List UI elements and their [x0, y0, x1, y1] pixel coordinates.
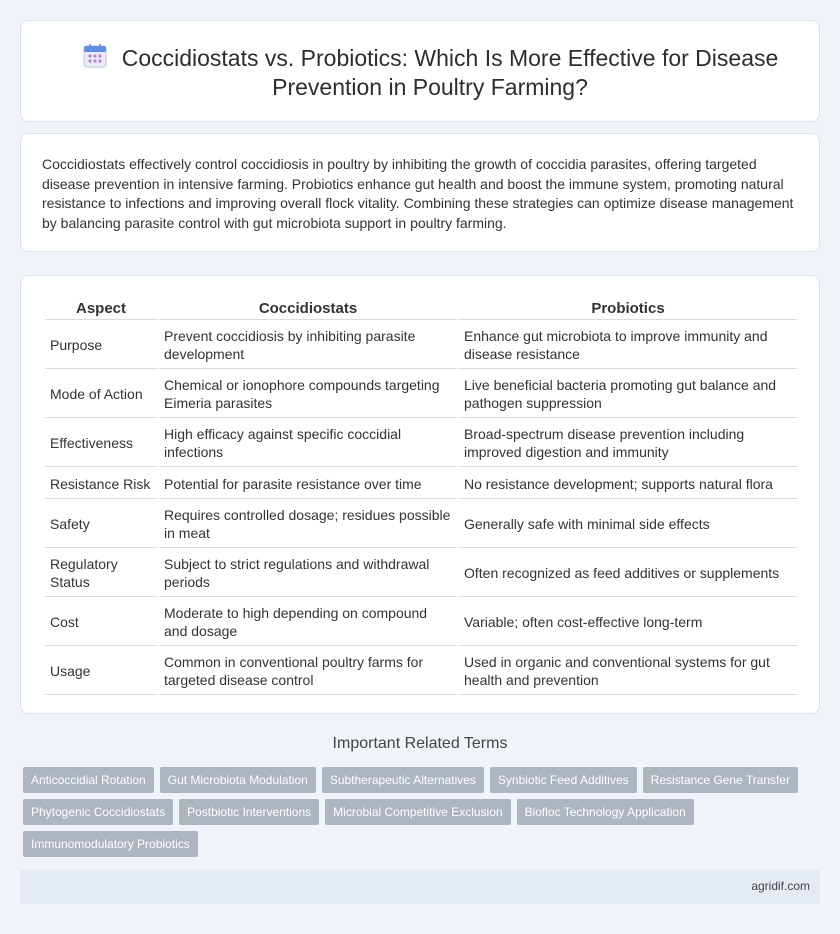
related-term-tag[interactable]: Subtherapeutic Alternatives — [322, 767, 484, 793]
row-coccidiostats: Subject to strict regulations and withdrawal periods — [159, 550, 457, 597]
table-header-row — [45, 298, 797, 320]
row-aspect: Purpose — [45, 322, 157, 369]
table-row — [45, 501, 797, 548]
row-probiotics: Enhance gut microbiota to improve immunity and disease resistance — [459, 322, 797, 369]
row-probiotics: Often recognized as feed additives or supplements — [459, 550, 797, 597]
header-coccidiostats: Coccidiostats — [159, 298, 457, 320]
related-term-tag[interactable]: Immunomodulatory Probiotics — [23, 831, 198, 857]
footer-site-link[interactable]: agridif.com — [751, 879, 810, 893]
table-row — [45, 322, 797, 369]
row-aspect: Effectiveness — [45, 420, 157, 467]
row-aspect: Resistance Risk — [45, 469, 157, 499]
row-probiotics: Live beneficial bacteria promoting gut balance and pathogen suppression — [459, 371, 797, 418]
row-coccidiostats: High efficacy against specific coccidial infections — [159, 420, 457, 467]
table-row — [45, 599, 797, 646]
table-row — [45, 469, 797, 499]
related-terms-heading: Important Related Terms — [332, 735, 508, 752]
row-probiotics: Generally safe with minimal side effects — [459, 501, 797, 548]
row-coccidiostats: Requires controlled dosage; residues possible in meat — [159, 501, 457, 548]
comparison-table-card — [20, 275, 820, 714]
related-term-tag[interactable]: Microbial Competitive Exclusion — [325, 799, 510, 825]
row-aspect: Safety — [45, 501, 157, 548]
row-probiotics: No resistance development; supports natural flora — [459, 469, 797, 499]
row-aspect: Regulatory Status — [45, 550, 157, 597]
summary-card — [20, 133, 820, 252]
header-card — [20, 20, 820, 122]
related-term-tag[interactable]: Anticoccidial Rotation — [23, 767, 154, 793]
row-aspect: Mode of Action — [45, 371, 157, 418]
table-row — [45, 648, 797, 695]
row-probiotics: Used in organic and conventional systems for gut health and prevention — [459, 648, 797, 695]
row-aspect: Usage — [45, 648, 157, 695]
related-term-tag[interactable]: Biofloc Technology Application — [517, 799, 694, 825]
related-term-tag[interactable]: Postbiotic Interventions — [179, 799, 319, 825]
footer — [20, 870, 820, 904]
table-row — [45, 550, 797, 597]
related-term-tag[interactable]: Resistance Gene Transfer — [643, 767, 798, 793]
row-coccidiostats: Moderate to high depending on compound and dosage — [159, 599, 457, 646]
calendar-icon — [82, 43, 108, 69]
related-term-tag[interactable]: Gut Microbiota Modulation — [160, 767, 316, 793]
summary-text: Coccidiostats effectively control coccidiosis in poultry by inhibiting the growth of coccidia parasites, offering targeted disease prevention in intensive farming. Probiotics enhance gut health and boost the immune system, promoting natural resistance to infections and improving overall flock vitality. Combining these strategies can optimize disease management by balancing parasite control with gut microbiota support in poultry farming. — [42, 156, 794, 231]
header-probiotics: Probiotics — [459, 298, 797, 320]
comparison-table — [43, 296, 799, 697]
page-title-wrap — [61, 43, 799, 102]
row-aspect: Cost — [45, 599, 157, 646]
table-row — [45, 420, 797, 467]
row-probiotics: Broad-spectrum disease prevention including improved digestion and immunity — [459, 420, 797, 467]
row-probiotics: Variable; often cost-effective long-term — [459, 599, 797, 646]
row-coccidiostats: Potential for parasite resistance over time — [159, 469, 457, 499]
header-aspect: Aspect — [45, 298, 157, 320]
page-title: Coccidiostats vs. Probiotics: Which Is More Effective for Disease Prevention in Poultry Farming? — [121, 45, 779, 100]
related-term-tag[interactable]: Synbiotic Feed Additives — [490, 767, 637, 793]
related-term-tag[interactable]: Phytogenic Coccidiostats — [23, 799, 173, 825]
row-coccidiostats: Common in conventional poultry farms for targeted disease control — [159, 648, 457, 695]
row-coccidiostats: Prevent coccidiosis by inhibiting parasite development — [159, 322, 457, 369]
table-row — [45, 371, 797, 418]
related-terms-list — [23, 767, 813, 857]
row-coccidiostats: Chemical or ionophore compounds targeting Eimeria parasites — [159, 371, 457, 418]
